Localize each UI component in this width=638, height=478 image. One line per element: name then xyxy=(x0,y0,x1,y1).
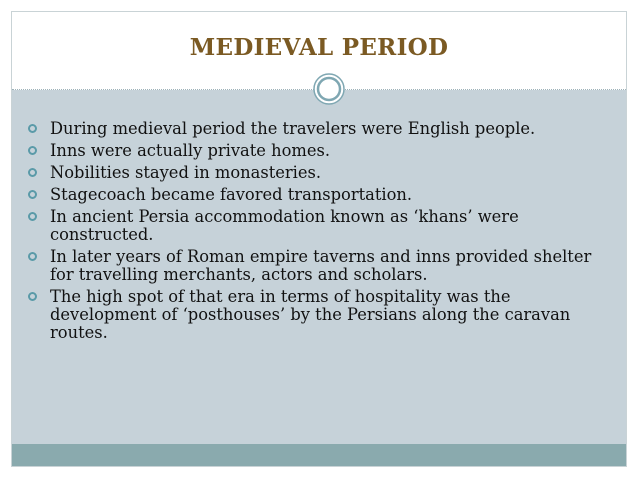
content-area xyxy=(12,90,626,446)
bullet-text: In ancient Persia accommodation known as ‘khans’ were constructed. xyxy=(50,207,519,244)
bullet-text: In later years of Roman empire taverns and inns provided shelter for travelling merchants, actors and scholars. xyxy=(50,247,592,284)
list-item xyxy=(26,208,616,244)
list-item xyxy=(26,142,616,160)
circle-bullet-icon xyxy=(28,124,37,133)
bullet-text: Stagecoach became favored transportation. xyxy=(50,185,413,204)
bullet-text: Nobilities stayed in monasteries. xyxy=(50,163,322,182)
list-item xyxy=(26,248,616,284)
list-item xyxy=(26,164,616,182)
circle-bullet-icon xyxy=(28,252,37,261)
circle-ornament-icon xyxy=(313,73,345,105)
circle-bullet-icon xyxy=(28,190,37,199)
circle-bullet-icon xyxy=(28,292,37,301)
bullet-text: The high spot of that era in terms of hospitality was the development of ‘posthouses’ by the Persians along the caravan routes. xyxy=(50,287,571,342)
bullet-text: During medieval period the travelers were English people. xyxy=(50,119,536,138)
footer-band xyxy=(12,444,626,466)
bullet-text: Inns were actually private homes. xyxy=(50,141,331,160)
circle-bullet-icon xyxy=(28,212,37,221)
slide xyxy=(11,11,627,467)
slide-title: MEDIEVAL PERIOD xyxy=(189,34,449,61)
circle-bullet-icon xyxy=(28,168,37,177)
bullet-list xyxy=(26,120,616,346)
list-item xyxy=(26,120,616,138)
list-item xyxy=(26,288,616,342)
circle-bullet-icon xyxy=(28,146,37,155)
list-item xyxy=(26,186,616,204)
